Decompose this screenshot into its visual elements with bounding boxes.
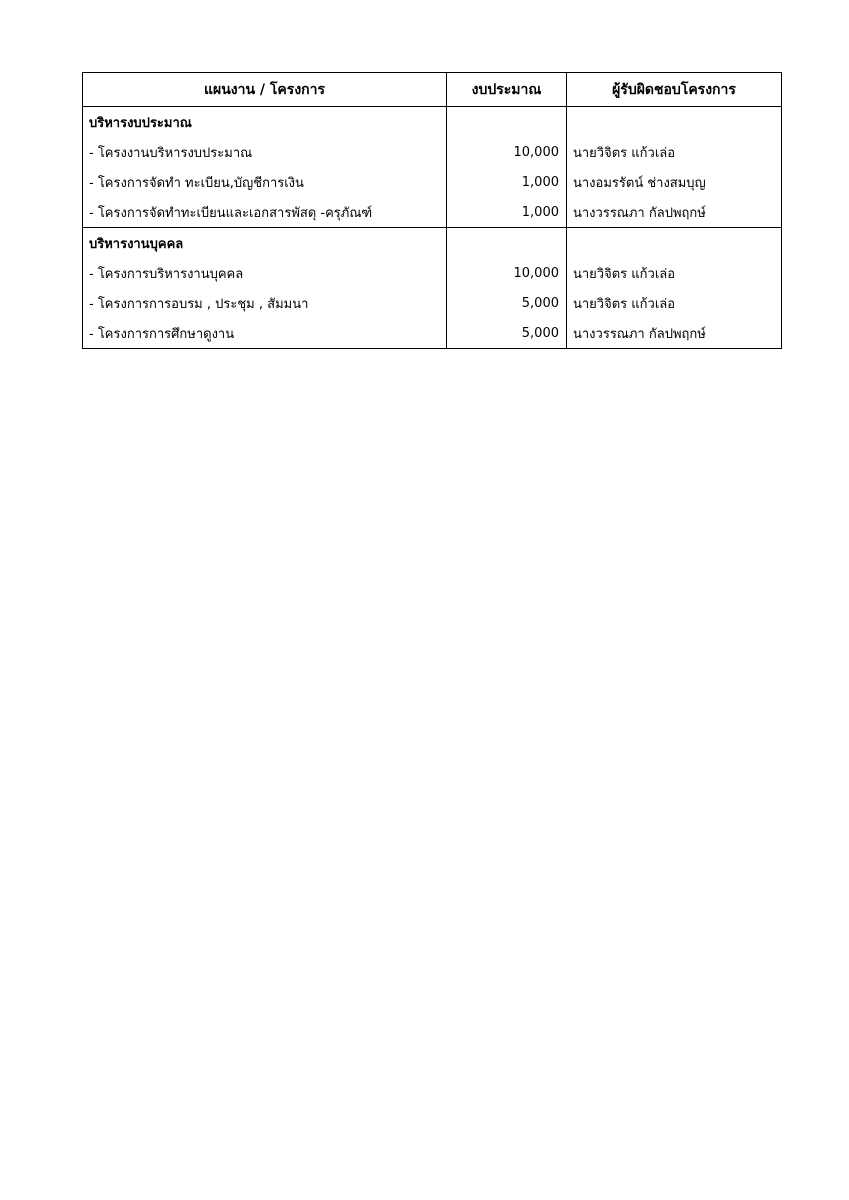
table-header-row [83, 73, 782, 107]
section-responsible-cell [567, 107, 782, 138]
project-cell: - โครงการจัดทำทะเบียนและเอกสารพัสดุ -ครุภัณฑ์ [83, 197, 447, 228]
budget-cell: 10,000 [447, 137, 567, 167]
project-cell: - โครงการการอบรม , ประชุม , สัมมนา [83, 288, 447, 318]
header-responsible: ผู้รับผิดชอบโครงการ [567, 73, 782, 107]
project-budget-table [82, 72, 782, 349]
section-title: บริหารงบประมาณ [83, 107, 447, 138]
budget-cell: 10,000 [447, 258, 567, 288]
table-row [83, 167, 782, 197]
responsible-cell: นางวรรณภา กัลปพฤกษ์ [567, 318, 782, 349]
budget-cell: 5,000 [447, 288, 567, 318]
section-row-budget-management [83, 107, 782, 138]
section-budget-cell [447, 228, 567, 259]
table-row [83, 197, 782, 228]
header-plan-project: แผนงาน / โครงการ [83, 73, 447, 107]
header-budget: งบประมาณ [447, 73, 567, 107]
section-title: บริหารงานบุคคล [83, 228, 447, 259]
project-cell: - โครงงานบริหารงบประมาณ [83, 137, 447, 167]
section-responsible-cell [567, 228, 782, 259]
budget-cell: 1,000 [447, 197, 567, 228]
project-cell: - โครงการการศึกษาดูงาน [83, 318, 447, 349]
project-cell: - โครงการบริหารงานบุคคล [83, 258, 447, 288]
table-row [83, 318, 782, 349]
budget-cell: 5,000 [447, 318, 567, 349]
budget-cell: 1,000 [447, 167, 567, 197]
project-cell: - โครงการจัดทำ ทะเบียน,บัญชีการเงิน [83, 167, 447, 197]
section-budget-cell [447, 107, 567, 138]
responsible-cell: นายวิจิตร แก้วเล่อ [567, 137, 782, 167]
table-row [83, 288, 782, 318]
responsible-cell: นายวิจิตร แก้วเล่อ [567, 288, 782, 318]
table-row [83, 258, 782, 288]
table-row [83, 137, 782, 167]
responsible-cell: นายวิจิตร แก้วเล่อ [567, 258, 782, 288]
section-row-personnel-management [83, 228, 782, 259]
responsible-cell: นางวรรณภา กัลปพฤกษ์ [567, 197, 782, 228]
responsible-cell: นางอมรรัตน์ ช่างสมบุญ [567, 167, 782, 197]
